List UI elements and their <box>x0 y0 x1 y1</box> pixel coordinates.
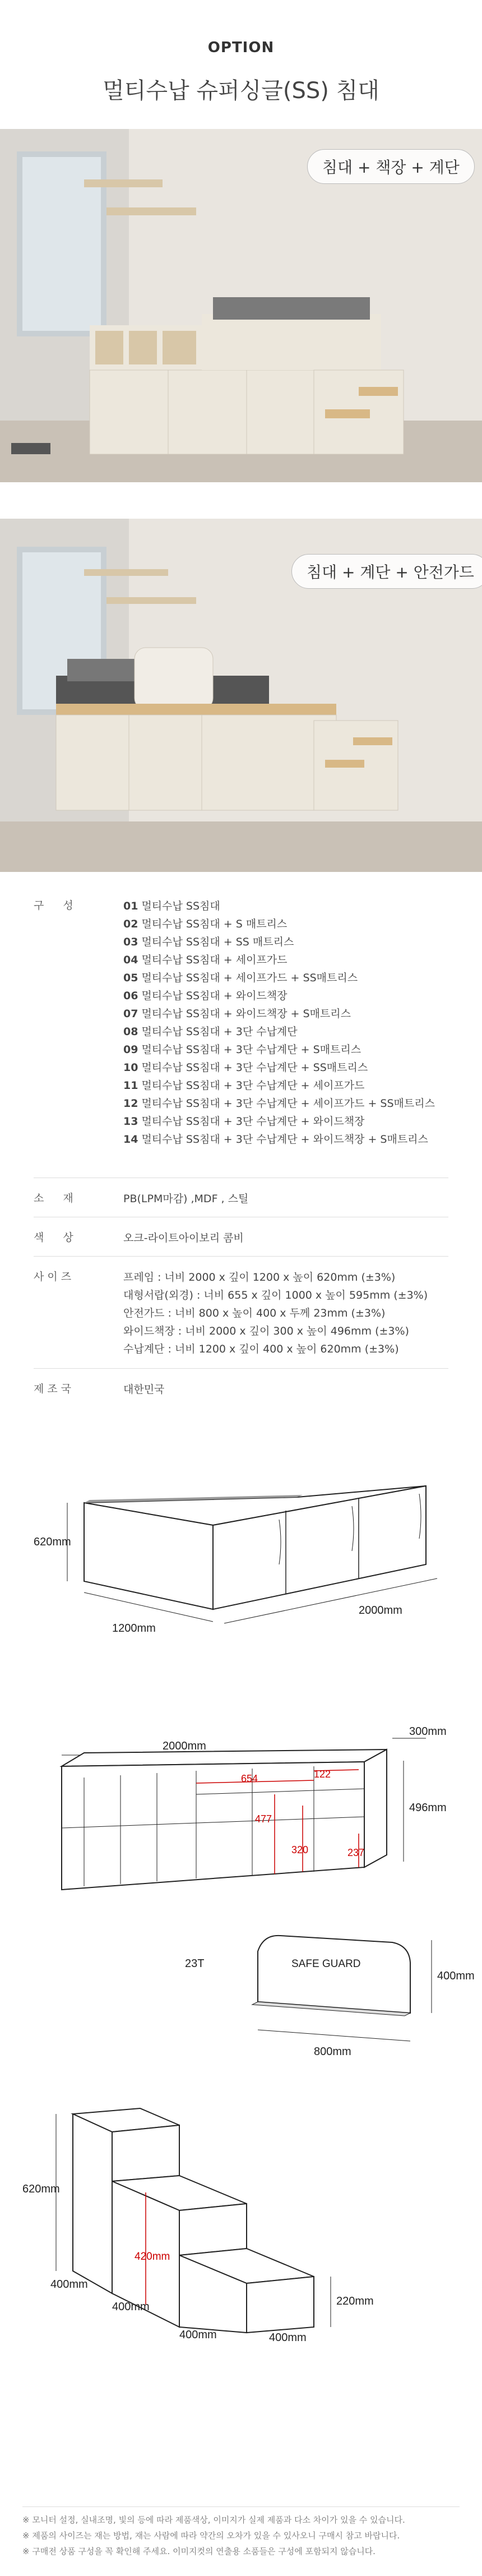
shelf-dim-237: 237 <box>347 1847 365 1858</box>
color-value: 오크-라이트아이보리 콤비 <box>123 1232 244 1244</box>
list-item: 대형서랍(외경) : 너비 655 x 깊이 1000 x 높이 595mm (±3%) <box>123 1289 428 1301</box>
divider <box>34 1368 448 1369</box>
bed-frame-diagram <box>0 1469 482 1682</box>
shelf-dim-654: 654 <box>241 1773 258 1784</box>
composition-label: 구 성 <box>34 899 81 912</box>
spec-color <box>34 1229 460 1252</box>
list-item: 11 멀티수납 SS침대 + 3단 수납계단 + 세이프가드 <box>123 1079 365 1092</box>
stairs-dim2-label: 400mm <box>179 2329 217 2341</box>
maker-label: 제조국 <box>34 1383 75 1395</box>
list-item: 10 멀티수납 SS침대 + 3단 수납계단 + SS매트리스 <box>123 1061 368 1074</box>
option-heading: OPTION <box>207 39 275 56</box>
spec-size <box>34 1268 460 1364</box>
note-item: ※ 구매전 상품 구성을 꼭 확인해 주세요. 이미지컷의 연출용 소품들은 구성에 포함되지 않습니다. <box>22 2546 376 2556</box>
list-item: 01 멀티수납 SS침대 <box>123 900 220 912</box>
composition-list <box>123 897 460 1148</box>
spec-material <box>34 1190 460 1212</box>
storage-stairs-diagram <box>0 2092 482 2344</box>
shelf-depth-label: 300mm <box>409 1727 447 1738</box>
bed-length-label: 2000mm <box>359 1604 402 1617</box>
size-label: 사이즈 <box>34 1271 75 1283</box>
list-item: 09 멀티수납 SS침대 + 3단 수납계단 + S매트리스 <box>123 1044 362 1056</box>
divider <box>22 2506 460 2507</box>
stairs-low-label: 220mm <box>336 2295 374 2307</box>
shelf-width-label: 2000mm <box>163 1740 206 1752</box>
list-item: 프레임 : 너비 2000 x 깊이 1200 x 높이 620mm (±3%) <box>123 1271 396 1284</box>
photo-tag-bed-stairs-safeguard: 침대 + 계단 + 안전가드 <box>291 554 482 589</box>
stairs-height-label: 620mm <box>22 2183 60 2195</box>
bed-height-label: 620mm <box>34 1536 71 1548</box>
list-item: 14 멀티수납 SS침대 + 3단 수납계단 + 와이드책장 + S매트리스 <box>123 1133 428 1146</box>
photo-tag-bed-bookshelf-stairs: 침대 + 책장 + 계단 <box>307 149 475 184</box>
guard-width-label: 800mm <box>314 2046 351 2058</box>
stairs-dim1-label: 400mm <box>112 2301 150 2313</box>
note-item: ※ 모니터 설정, 실내조명, 빛의 등에 따라 제품색상, 이미지가 실제 제품과 다소 차이가 있을 수 있습니다. <box>22 2515 405 2525</box>
list-item: 07 멀티수납 SS침대 + 와이드책장 + S매트리스 <box>123 1008 351 1020</box>
list-item: 안전가드 : 너비 800 x 높이 400 x 두께 23mm (±3%) <box>123 1307 386 1319</box>
maker-value: 대한민국 <box>123 1383 165 1396</box>
list-item: 04 멀티수납 SS침대 + 세이프가드 <box>123 954 288 966</box>
safe-guard-diagram <box>0 1929 482 2075</box>
material-value: PB(LPM마감) ,MDF , 스틸 <box>123 1193 249 1205</box>
list-item: 05 멀티수납 SS침대 + 세이프가드 + SS매트리스 <box>123 972 358 984</box>
spec-composition <box>34 897 460 1172</box>
notes <box>22 2512 460 2559</box>
bed-width-label: 1200mm <box>112 1622 156 1635</box>
wide-bookshelf-diagram <box>0 1727 482 1918</box>
shelf-dim-122: 122 <box>314 1769 331 1780</box>
page-title: 멀티수납 슈퍼싱글(SS) 침대 <box>103 78 379 104</box>
list-item: 03 멀티수납 SS침대 + SS 매트리스 <box>123 936 294 948</box>
note-item: ※ 제품의 사이즈는 재는 방법, 재는 사람에 따라 약간의 오차가 있을 수 있사오니 구매시 참고 바랍니다. <box>22 2531 400 2541</box>
shelf-dim-320: 320 <box>291 1844 309 1855</box>
list-item: 수납계단 : 너비 1200 x 깊이 400 x 높이 620mm (±3%) <box>123 1343 399 1355</box>
stairs-dim3-label: 400mm <box>269 2332 307 2344</box>
guard-height-label: 400mm <box>437 1970 475 1982</box>
list-item: 12 멀티수납 SS침대 + 3단 수납계단 + 세이프가드 + SS매트리스 <box>123 1097 435 1110</box>
list-item: 02 멀티수납 SS침대 + S 매트리스 <box>123 918 288 930</box>
list-item: 13 멀티수납 SS침대 + 3단 수납계단 + 와이드책장 <box>123 1115 365 1128</box>
material-label: 소 재 <box>34 1192 81 1204</box>
list-item: 06 멀티수납 SS침대 + 와이드책장 <box>123 990 288 1002</box>
size-list <box>123 1268 460 1358</box>
color-label: 색 상 <box>34 1231 81 1244</box>
list-item: 와이드책장 : 너비 2000 x 깊이 300 x 높이 496mm (±3%) <box>123 1325 409 1337</box>
divider <box>34 1256 448 1257</box>
list-item: 08 멀티수납 SS침대 + 3단 수납계단 <box>123 1026 298 1038</box>
spec-maker <box>34 1381 460 1403</box>
stairs-depth-label: 400mm <box>50 2278 88 2291</box>
guard-thickness-label: 23T <box>185 1958 205 1970</box>
shelf-height-label: 496mm <box>409 1802 447 1814</box>
stairs-step-label: 420mm <box>135 2251 170 2263</box>
guard-name-label: SAFE GUARD <box>291 1958 361 1970</box>
shelf-dim-477: 477 <box>255 1813 272 1825</box>
